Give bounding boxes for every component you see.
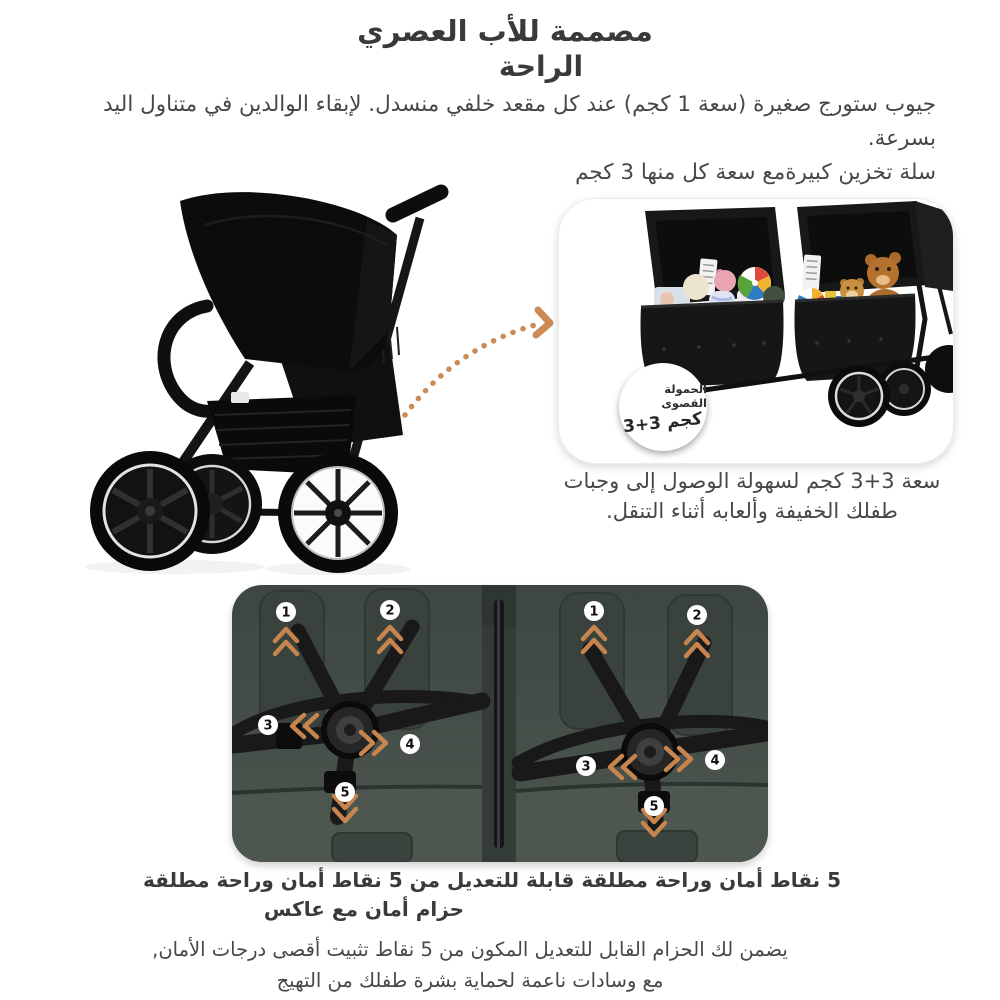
page-title: مصممة للأب العصري [357,14,653,48]
stroller-handle [393,192,441,215]
harness-heading-line-1: 5 نقاط أمان وراحة مطلقة قابلة للتعديل من 5 نقاط أمان وراحة مطلقة [142,868,842,892]
harness-marker-5: 5 [340,785,350,801]
harness-marker-3: 3 [581,759,591,775]
front-wheel-front [90,451,210,571]
storage-baskets-photo [559,199,953,463]
harness-marker-3: 3 [263,718,273,734]
harness-heading-line-2: حزام أمان مع عاكس [263,897,465,921]
rear-wheel [278,453,398,573]
intro-line-2: سلة تخزين كبيرةمع سعة كل منها 3 كجم [575,160,936,185]
harness-marker-5: 5 [649,799,659,815]
storage-inset-image [558,198,954,464]
page-subtitle: الراحة [498,50,584,83]
storage-caption [548,466,956,526]
harness-marker-2: 2 [385,603,395,619]
badge-line-2: 3+3 كجم [622,408,704,437]
harness-marker-2: 2 [692,608,702,624]
harness-marker-4: 4 [710,753,720,769]
harness-body-line-1: يضمن لك الحزام القابل للتعديل المكون من 5 نقاط تثبيت أقصى درجات الأمان, [152,938,788,961]
left-buckle [321,701,379,759]
harness-marker-1: 1 [589,604,599,620]
harness-heading [0,866,1000,924]
max-load-badge [619,363,707,451]
harness-body-line-2: مع وسادات ناعمة لحماية بشرة طفلك من التهيج [276,969,664,992]
harness-marker-4: 4 [405,737,415,753]
intro-line-1: جيوب ستورج صغيرة (سعة 1 كجم) عند كل مقعد خلفي منسدل. لإبقاء الوالدين في متناول اليد بسرعة. [103,92,936,151]
harness-paragraph [0,934,970,996]
badge-line-1: الحمولة القصوى [661,381,707,410]
bumper-bar [164,306,213,411]
caption-line-1: سعة 3+3 كجم لسهولة الوصول إلى وجبات [563,469,941,493]
dotted-arrow-icon [395,303,560,428]
harness-marker-1: 1 [281,605,291,621]
harness-image [232,585,768,862]
caption-line-2: طفلك الخفيفة وألعابه أثناء التنقل. [606,499,898,523]
